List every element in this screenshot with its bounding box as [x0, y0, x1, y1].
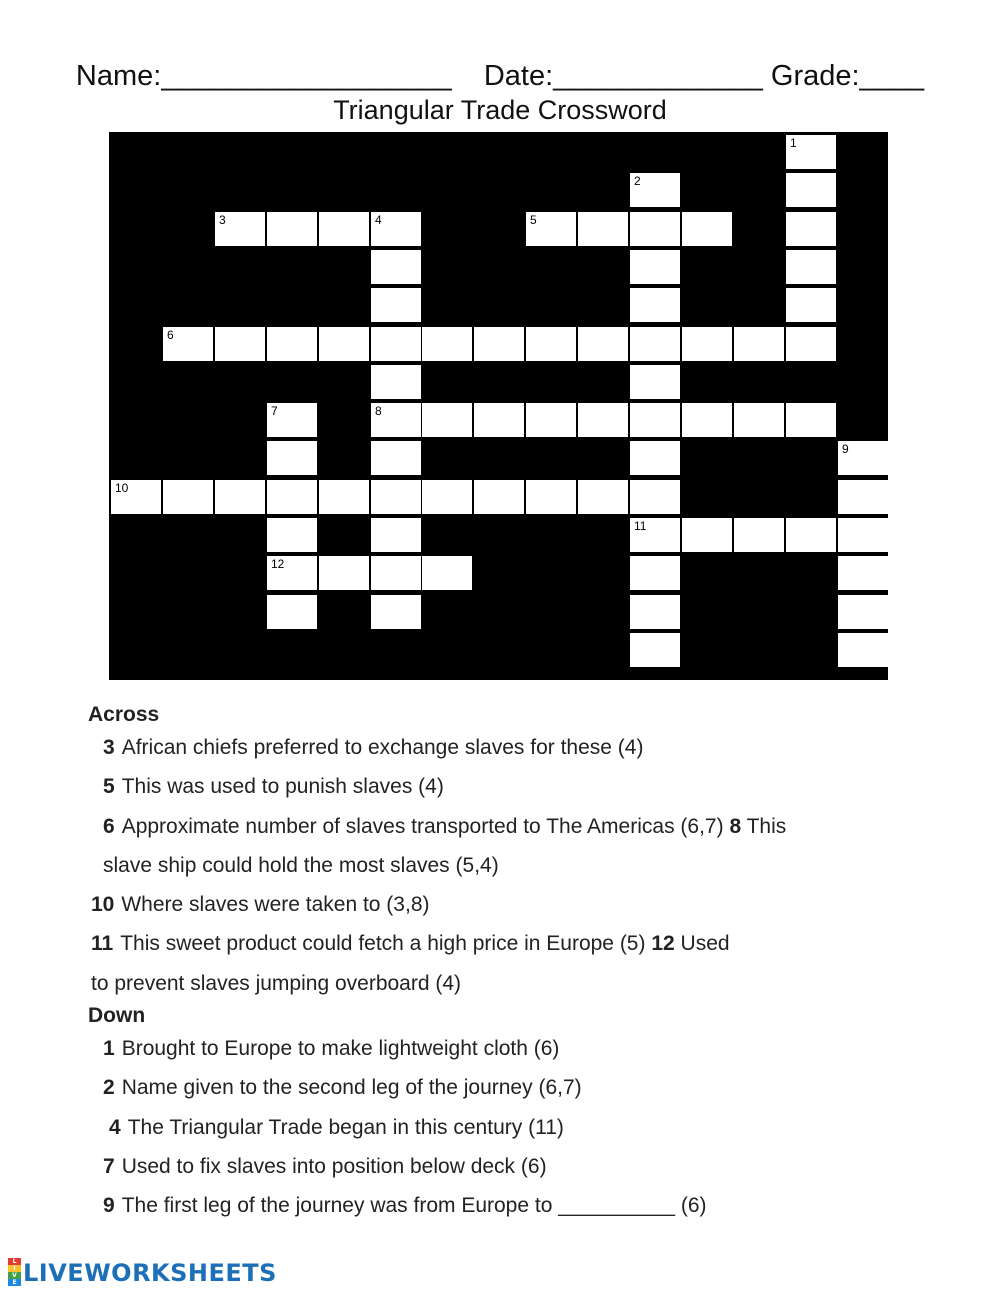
crossword-cell[interactable]: [734, 518, 784, 552]
across-clue-8-cont: [88, 846, 888, 885]
crossword-cell[interactable]: [630, 327, 680, 361]
clue-text: African chiefs preferred to exchange slaves for these (4): [121, 736, 644, 759]
crossword-cell[interactable]: [682, 518, 732, 552]
clue-number: 4: [109, 1115, 121, 1139]
crossword-cell[interactable]: [630, 518, 680, 552]
crossword-cell[interactable]: [786, 173, 836, 207]
crossword-cell[interactable]: [371, 212, 421, 246]
clue-text: Name given to the second leg of the journey (6,7): [121, 1076, 582, 1100]
crossword-cell[interactable]: [371, 365, 421, 399]
crossword-cell[interactable]: [630, 556, 680, 590]
crossword-cell[interactable]: [838, 480, 888, 514]
crossword-cell[interactable]: [526, 480, 576, 514]
clue-number-label: 2: [634, 174, 641, 188]
clue-number: 6: [103, 814, 115, 838]
header-fields: Name:__________________ Date:_____________ Grade:____: [75, 60, 925, 92]
crossword-cell[interactable]: [371, 250, 421, 284]
crossword-cell[interactable]: [267, 212, 317, 246]
crossword-cell[interactable]: [422, 327, 472, 361]
crossword-cell[interactable]: [630, 441, 680, 475]
crossword-cell[interactable]: [371, 403, 421, 437]
crossword-cell[interactable]: [630, 212, 680, 246]
across-clue-11: [88, 924, 888, 963]
crossword-cell[interactable]: [371, 480, 421, 514]
crossword-cell[interactable]: [786, 212, 836, 246]
clue-number: 11: [91, 932, 114, 956]
down-clue-9: [88, 1186, 888, 1225]
crossword-cell[interactable]: [474, 327, 524, 361]
clue-number: 10: [91, 893, 115, 917]
clue-text: This was used to punish slaves (4): [121, 775, 444, 799]
down-clue-7: [88, 1147, 888, 1186]
crossword-grid: [109, 132, 888, 680]
across-clue-12-cont: [88, 964, 888, 1003]
clue-number-label: 10: [115, 481, 129, 495]
clue-number-label: 7: [271, 404, 278, 418]
across-clue-5: [88, 767, 888, 806]
crossword-cell[interactable]: [578, 403, 628, 437]
clue-text: to prevent slaves jumping overboard (4): [91, 971, 462, 995]
logo-mark-block: V: [8, 1272, 21, 1279]
logo-mark-block: E: [8, 1279, 21, 1286]
crossword-cell[interactable]: [371, 518, 421, 552]
crossword-cell[interactable]: [786, 518, 836, 552]
across-heading: Across: [88, 703, 160, 726]
clue-text: Brought to Europe to make lightweight cloth (6): [121, 1037, 560, 1061]
crossword-cell[interactable]: [422, 480, 472, 514]
crossword-cell[interactable]: [630, 288, 680, 322]
crossword-cell[interactable]: [371, 556, 421, 590]
crossword-cell[interactable]: [526, 212, 576, 246]
clue-text: slave ship could hold the most slaves (5,4): [103, 853, 499, 877]
crossword-cell[interactable]: [630, 250, 680, 284]
crossword-cell[interactable]: [682, 327, 732, 361]
clue-text: Where slaves were taken to (3,8): [121, 893, 430, 917]
clue-number-label: 8: [375, 404, 382, 418]
crossword-cell[interactable]: [838, 633, 888, 667]
down-heading: Down: [88, 1004, 146, 1028]
crossword-cell[interactable]: [630, 480, 680, 514]
crossword-cell[interactable]: [838, 518, 888, 552]
down-clue-4: [88, 1108, 888, 1147]
crossword-cell[interactable]: [786, 327, 836, 361]
clue-text: Used to fix slaves into position below deck (6): [121, 1154, 547, 1178]
crossword-cell[interactable]: [578, 480, 628, 514]
clue-number: 12: [651, 932, 675, 956]
crossword-cell[interactable]: [786, 250, 836, 284]
down-clue-1: [88, 1029, 888, 1068]
crossword-cell[interactable]: [786, 403, 836, 437]
clue-number: 5: [103, 775, 115, 799]
crossword-cell[interactable]: [371, 441, 421, 475]
crossword-cell[interactable]: [630, 173, 680, 207]
clue-text: This sweet product could fetch a high price in Europe (5): [120, 932, 646, 956]
crossword-cell[interactable]: [578, 327, 628, 361]
crossword-cell[interactable]: [215, 212, 265, 246]
crossword-cell[interactable]: [371, 288, 421, 322]
crossword-cell[interactable]: [111, 480, 161, 514]
clue-number-label: 3: [219, 213, 226, 227]
across-clue-10: [88, 885, 888, 924]
clue-number-label: 4: [375, 213, 382, 227]
crossword-cell[interactable]: [630, 365, 680, 399]
crossword-cell[interactable]: [319, 480, 369, 514]
crossword-cell[interactable]: [578, 212, 628, 246]
logo-mark-block: L: [8, 1258, 21, 1265]
crossword-cell[interactable]: [838, 441, 888, 475]
crossword-cell[interactable]: [267, 441, 317, 475]
down-clue-2: [88, 1068, 888, 1107]
crossword-cell[interactable]: [163, 480, 213, 514]
crossword-cell[interactable]: [319, 556, 369, 590]
crossword-cell[interactable]: [682, 212, 732, 246]
logo-mark-block: I: [8, 1265, 21, 1272]
logo-text: LIVEWORKSHEETS: [23, 1259, 277, 1287]
across-clue-6: [88, 807, 888, 846]
crossword-cell[interactable]: [734, 327, 784, 361]
crossword-cell[interactable]: [267, 518, 317, 552]
crossword-cell[interactable]: [267, 556, 317, 590]
crossword-cell[interactable]: [215, 327, 265, 361]
crossword-cell[interactable]: [163, 327, 213, 361]
clues-section: [88, 702, 888, 1226]
clue-number: 9: [103, 1194, 115, 1218]
crossword-cell[interactable]: [838, 595, 888, 629]
crossword-cell[interactable]: [371, 595, 421, 629]
clue-number: 3: [103, 736, 115, 759]
clue-text: This: [746, 814, 787, 838]
clue-number: 1: [103, 1037, 115, 1061]
clue-number: 8: [729, 814, 742, 838]
crossword-cell[interactable]: [474, 480, 524, 514]
clue-text: Used: [680, 932, 730, 956]
clue-number: 7: [103, 1154, 115, 1178]
crossword-cell[interactable]: [734, 403, 784, 437]
clue-number-label: 1: [790, 136, 797, 150]
crossword-cell[interactable]: [786, 135, 836, 169]
clue-number: 2: [103, 1076, 115, 1100]
page-title: Triangular Trade Crossword: [333, 95, 667, 125]
clue-number-label: 9: [842, 442, 849, 456]
clue-text: The first leg of the journey was from Europe to __________ (6): [121, 1194, 707, 1218]
crossword-cell[interactable]: [422, 556, 472, 590]
crossword-cell[interactable]: [267, 403, 317, 437]
crossword-cell[interactable]: [526, 327, 576, 361]
crossword-cell[interactable]: [474, 403, 524, 437]
crossword-cell[interactable]: [786, 288, 836, 322]
crossword-cell[interactable]: [267, 327, 317, 361]
liveworksheets-logo[interactable]: [8, 1258, 277, 1288]
logo-mark-icon: [8, 1258, 21, 1288]
crossword-cell[interactable]: [838, 556, 888, 590]
clue-text: The Triangular Trade began in this century (11): [127, 1115, 564, 1139]
crossword-cell[interactable]: [630, 633, 680, 667]
clue-number-label: 5: [530, 213, 537, 227]
clue-number-label: 11: [634, 519, 647, 533]
crossword-cell[interactable]: [267, 595, 317, 629]
crossword-cell[interactable]: [422, 403, 472, 437]
clue-number-label: 6: [167, 328, 174, 342]
crossword-cell[interactable]: [215, 480, 265, 514]
crossword-cell[interactable]: [630, 403, 680, 437]
crossword-cell[interactable]: [682, 403, 732, 437]
crossword-cell[interactable]: [630, 595, 680, 629]
crossword-cell[interactable]: [267, 480, 317, 514]
crossword-cell[interactable]: [371, 327, 421, 361]
crossword-cell[interactable]: [319, 327, 369, 361]
clue-number-label: 12: [271, 557, 285, 571]
across-clue-3: [88, 728, 888, 767]
crossword-cell[interactable]: [319, 212, 369, 246]
clue-text: Approximate number of slaves transported to The Americas (6,7): [121, 814, 724, 838]
crossword-cell[interactable]: [526, 403, 576, 437]
